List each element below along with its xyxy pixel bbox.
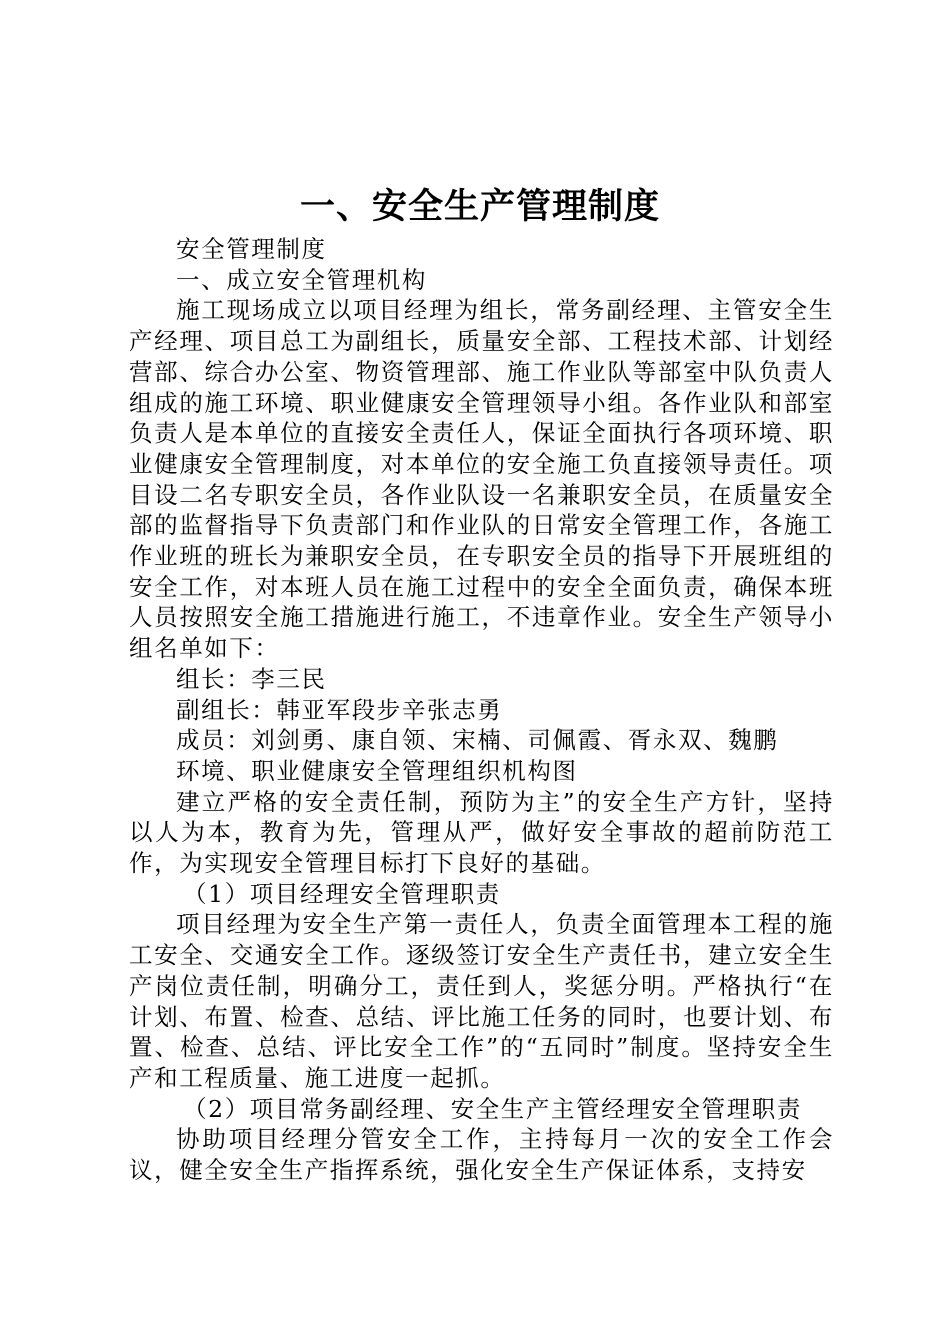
- document-body: [129, 234, 834, 1186]
- paragraph-org-chart-caption: 环境、职业健康安全管理组织机构图: [176, 756, 578, 785]
- paragraph-members: 成员：刘剑勇、康自领、宋楠、司佩霞、胥永双、魏鹏: [176, 726, 779, 755]
- paragraph-deputy-duties-heading: （2）项目常务副经理、安全生产主管经理安全管理职责: [183, 1094, 802, 1123]
- paragraph-section-heading: 一、成立安全管理机构: [176, 265, 427, 294]
- paragraph-group-leader: 组长：李三民: [176, 664, 327, 693]
- document-title: 一、安全生产管理制度: [299, 187, 660, 227]
- paragraph-deputy-leaders: 副组长：韩亚军段步辛张志勇: [176, 695, 503, 724]
- paragraph-deputy-duties-body: 协助项目经理分管安全工作，主持每月一次的安全工作会议，健全安全生产指挥系统，强化安全生产保证体系，支持安: [129, 1125, 834, 1185]
- paragraph-organization-body: 施工现场成立以项目经理为组长，常务副经理、主管安全生产经理、项目总工为副组长，质量安全部、工程技术部、计划经营部、综合办公室、物资管理部、施工作业队等部室中队负责人组成的施工环境、职业健康安全管理领导小组。各作业队和部室负责人是本单位的直接安全责任人，保证全面执行各项环境、职业健康安全管理制度，对本单位的安全施工负直接领导责任。项目设二名专职安全员，各作业队设一名兼职安全员，在质量安全部的监督指导下负责部门和作业队的日常安全管理工作，各施工作业班的班长为兼职安全员，在专职安全员的指导下开展班组的安全工作，对本班人员在施工过程中的安全全面负责，确保本班人员按照安全施工措施进行施工，不违章作业。安全生产领导小组名单如下：: [129, 296, 834, 663]
- paragraph-safety-system-heading: 安全管理制度: [176, 235, 327, 263]
- paragraph-responsibility-system: 建立严格的安全责任制，预防为主”的安全生产方针，坚持以人为本，教育为先，管理从严，做好安全事故的超前防范工作，为实现安全管理目标打下良好的基础。: [129, 787, 834, 878]
- paragraph-pm-duties-body: 项目经理为安全生产第一责任人，负责全面管理本工程的施工安全、交通安全工作。逐级签订安全生产责任书，建立安全生产岗位责任制，明确分工，责任到人，奖惩分明。严格执行“在计划、布置、检查、总结、评比施工任务的同时，也要计划、布置、检查、总结、评比安全工作”的“五同时”制度。坚持安全生产和工程质量、施工进度一起抓。: [129, 910, 834, 1092]
- paragraph-pm-duties-heading: （1）项目经理安全管理职责: [183, 879, 501, 908]
